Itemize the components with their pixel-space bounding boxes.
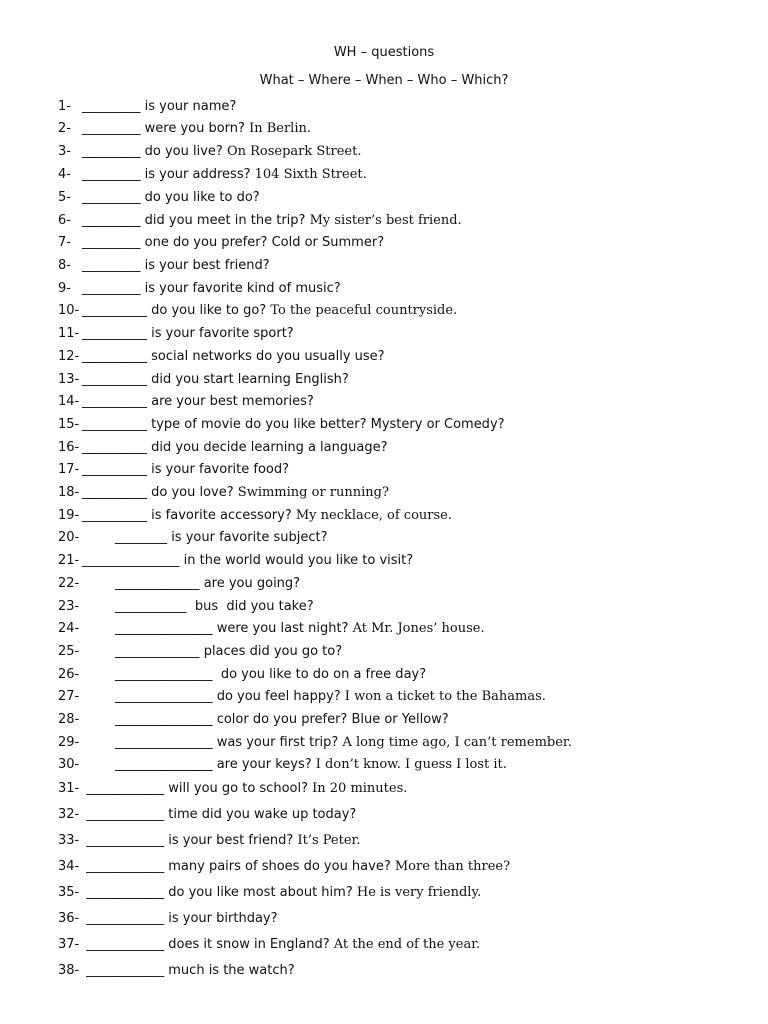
question-text: is your best friend? [164, 833, 294, 848]
question-text: do you like to go? [147, 303, 267, 318]
answer-text: I don’t know. I guess I lost it. [311, 757, 507, 772]
question-item [58, 832, 748, 850]
question-item [58, 884, 748, 902]
answer-text: In 20 minutes. [308, 781, 408, 796]
question-number: 23- [58, 599, 80, 614]
question-number: 24- [58, 621, 80, 636]
question-number: 17- [58, 462, 80, 477]
question-number: 1- [58, 99, 71, 114]
question-text: are your keys? [212, 757, 312, 772]
question-number: 12- [58, 349, 80, 364]
question-number: 19- [58, 508, 80, 523]
question-number: 11- [58, 326, 80, 341]
question-text: do you feel happy? [212, 689, 341, 704]
answer-text: A long time ago, I can’t remember. [338, 735, 572, 750]
question-number: 27- [58, 689, 80, 704]
answer-blank[interactable]: __________ [82, 462, 147, 477]
answer-blank[interactable]: __________ [82, 394, 147, 409]
question-text: is your birthday? [164, 911, 278, 926]
question-number: 31- [58, 781, 80, 796]
question-item [58, 98, 748, 116]
question-number: 36- [58, 911, 80, 926]
question-item [58, 371, 748, 389]
question-item [58, 756, 748, 774]
question-number: 2- [58, 121, 71, 136]
answer-blank[interactable]: ___________ [82, 599, 187, 614]
answer-blank[interactable]: _______________ [82, 712, 213, 727]
question-text: did you decide learning a language? [147, 440, 388, 455]
answer-blank[interactable]: __________ [82, 372, 147, 387]
question-text: much is the watch? [164, 963, 295, 978]
question-item [58, 484, 748, 502]
question-text: one do you prefer? Cold or Summer? [140, 235, 385, 250]
answer-blank[interactable]: _______________ [82, 689, 213, 704]
answer-text: To the peaceful countryside. [266, 303, 458, 318]
question-item [58, 257, 748, 275]
question-number: 4- [58, 167, 71, 182]
answer-blank[interactable]: __________ [82, 508, 147, 523]
question-item [58, 348, 748, 366]
question-item [58, 212, 748, 230]
question-text: is your best friend? [140, 258, 270, 273]
answer-blank[interactable]: ____________ [82, 911, 165, 926]
question-item [58, 780, 748, 798]
answer-blank[interactable]: _________ [82, 213, 141, 228]
answer-blank[interactable]: _________ [82, 235, 141, 250]
question-text: social networks do you usually use? [147, 349, 385, 364]
answer-blank[interactable]: __________ [82, 417, 147, 432]
question-text: bus did you take? [186, 599, 314, 614]
question-text: is your favorite kind of music? [140, 281, 341, 296]
question-text: do you love? [147, 485, 234, 500]
question-number: 35- [58, 885, 80, 900]
question-item [58, 189, 748, 207]
question-number: 9- [58, 281, 71, 296]
answer-text: On Rosepark Street. [222, 144, 362, 159]
answer-blank[interactable]: _______________ [82, 757, 213, 772]
question-text: type of movie do you like better? Mystery or Comedy? [147, 417, 505, 432]
question-item [58, 598, 748, 616]
question-number: 3- [58, 144, 71, 159]
question-item [58, 280, 748, 298]
question-item [58, 688, 748, 706]
answer-text: It’s Peter. [293, 833, 361, 848]
question-text: were you born? [140, 121, 245, 136]
question-item [58, 325, 748, 343]
question-item [58, 507, 748, 525]
question-item [58, 529, 748, 547]
question-text: is your favorite food? [147, 462, 290, 477]
question-item [58, 143, 748, 161]
question-text: is your favorite subject? [167, 530, 328, 545]
question-item [58, 643, 748, 661]
answer-blank[interactable]: ____________ [82, 781, 165, 796]
question-text: in the world would you like to visit? [179, 553, 414, 568]
question-item [58, 666, 748, 684]
answer-text: At the end of the year. [329, 937, 481, 952]
worksheet-title: WH – questions [333, 45, 435, 60]
answer-blank[interactable]: ____________ [82, 963, 165, 978]
answer-blank[interactable]: ____________ [82, 937, 165, 952]
answer-text: More than three? [390, 859, 511, 874]
question-text: did you meet in the trip? [140, 213, 306, 228]
question-text: is favorite accessory? [147, 508, 292, 523]
question-text: was your first trip? [212, 735, 339, 750]
answer-blank[interactable]: __________ [82, 440, 147, 455]
question-number: 33- [58, 833, 80, 848]
question-number: 15- [58, 417, 80, 432]
question-text: does it snow in England? [164, 937, 330, 952]
question-text: is your favorite sport? [147, 326, 294, 341]
answer-blank[interactable]: _______________ [82, 553, 180, 568]
question-number: 18- [58, 485, 80, 500]
question-number: 5- [58, 190, 71, 205]
question-text: did you start learning English? [147, 372, 349, 387]
question-text: time did you wake up today? [164, 807, 357, 822]
question-item [58, 734, 748, 752]
answer-blank[interactable]: _________ [82, 258, 141, 273]
answer-text: My sister’s best friend. [305, 213, 462, 228]
question-number: 30- [58, 757, 80, 772]
question-item [58, 620, 748, 638]
question-text: do you like most about him? [164, 885, 353, 900]
answer-blank[interactable]: ____________ [82, 807, 165, 822]
answer-text: In Berlin. [244, 121, 311, 136]
answer-blank[interactable]: _______________ [82, 667, 213, 682]
answer-blank[interactable]: _________ [82, 121, 141, 136]
answer-blank[interactable]: _____________ [82, 644, 200, 659]
question-item [58, 936, 748, 954]
answer-blank[interactable]: __________ [82, 326, 147, 341]
question-text: do you like to do? [140, 190, 260, 205]
question-text: many pairs of shoes do you have? [164, 859, 391, 874]
answer-blank[interactable]: _________ [82, 167, 141, 182]
answer-blank[interactable]: ____________ [82, 833, 165, 848]
question-number: 26- [58, 667, 80, 682]
question-number: 16- [58, 440, 80, 455]
question-text: are your best memories? [147, 394, 314, 409]
question-item [58, 416, 748, 434]
answer-text: I won a ticket to the Bahamas. [340, 689, 546, 704]
question-item [58, 711, 748, 729]
answer-blank[interactable]: ________ [82, 530, 168, 545]
answer-blank[interactable]: __________ [82, 485, 147, 500]
question-number: 13- [58, 372, 80, 387]
question-item [58, 461, 748, 479]
question-number: 22- [58, 576, 80, 591]
question-number: 38- [58, 963, 80, 978]
answer-blank[interactable]: _____________ [82, 576, 200, 591]
question-item [58, 962, 748, 980]
answer-blank[interactable]: _________ [82, 190, 141, 205]
answer-blank[interactable]: __________ [82, 349, 147, 364]
question-number: 29- [58, 735, 80, 750]
question-text: color do you prefer? Blue or Yellow? [212, 712, 449, 727]
question-text: were you last night? [212, 621, 349, 636]
question-number: 28- [58, 712, 80, 727]
question-text: places did you go to? [199, 644, 343, 659]
question-number: 7- [58, 235, 71, 250]
question-item [58, 439, 748, 457]
question-text: is your address? [140, 167, 251, 182]
question-text: are you going? [199, 576, 301, 591]
question-item [58, 393, 748, 411]
question-item [58, 166, 748, 184]
question-number: 14- [58, 394, 80, 409]
answer-blank[interactable]: __________ [82, 303, 147, 318]
answer-blank[interactable]: _________ [82, 281, 141, 296]
question-number: 6- [58, 213, 71, 228]
answer-blank[interactable]: ____________ [82, 885, 165, 900]
answer-text: Swimming or running? [233, 485, 389, 500]
question-item [58, 234, 748, 252]
answer-blank[interactable]: _______________ [82, 621, 213, 636]
answer-text: 104 Sixth Street. [250, 167, 367, 182]
question-number: 8- [58, 258, 71, 273]
worksheet-subtitle: What – Where – When – Who – Which? [259, 73, 509, 88]
question-text: is your name? [140, 99, 237, 114]
answer-text: At Mr. Jones’ house. [348, 621, 485, 636]
answer-blank[interactable]: _________ [82, 99, 141, 114]
question-number: 20- [58, 530, 80, 545]
question-item [58, 120, 748, 138]
answer-blank[interactable]: _______________ [82, 735, 213, 750]
question-item [58, 806, 748, 824]
answer-blank[interactable]: _________ [82, 144, 141, 159]
question-number: 32- [58, 807, 80, 822]
answer-text: He is very friendly. [352, 885, 482, 900]
question-number: 37- [58, 937, 80, 952]
answer-text: My necklace, of course. [291, 508, 452, 523]
question-number: 34- [58, 859, 80, 874]
question-item [58, 858, 748, 876]
question-number: 25- [58, 644, 80, 659]
question-item [58, 302, 748, 320]
question-item [58, 575, 748, 593]
question-text: do you like to do on a free day? [212, 667, 427, 682]
question-number: 10- [58, 303, 80, 318]
question-text: do you live? [140, 144, 223, 159]
question-text: will you go to school? [164, 781, 308, 796]
question-number: 21- [58, 553, 80, 568]
question-item [58, 910, 748, 928]
question-item [58, 552, 748, 570]
answer-blank[interactable]: ____________ [82, 859, 165, 874]
